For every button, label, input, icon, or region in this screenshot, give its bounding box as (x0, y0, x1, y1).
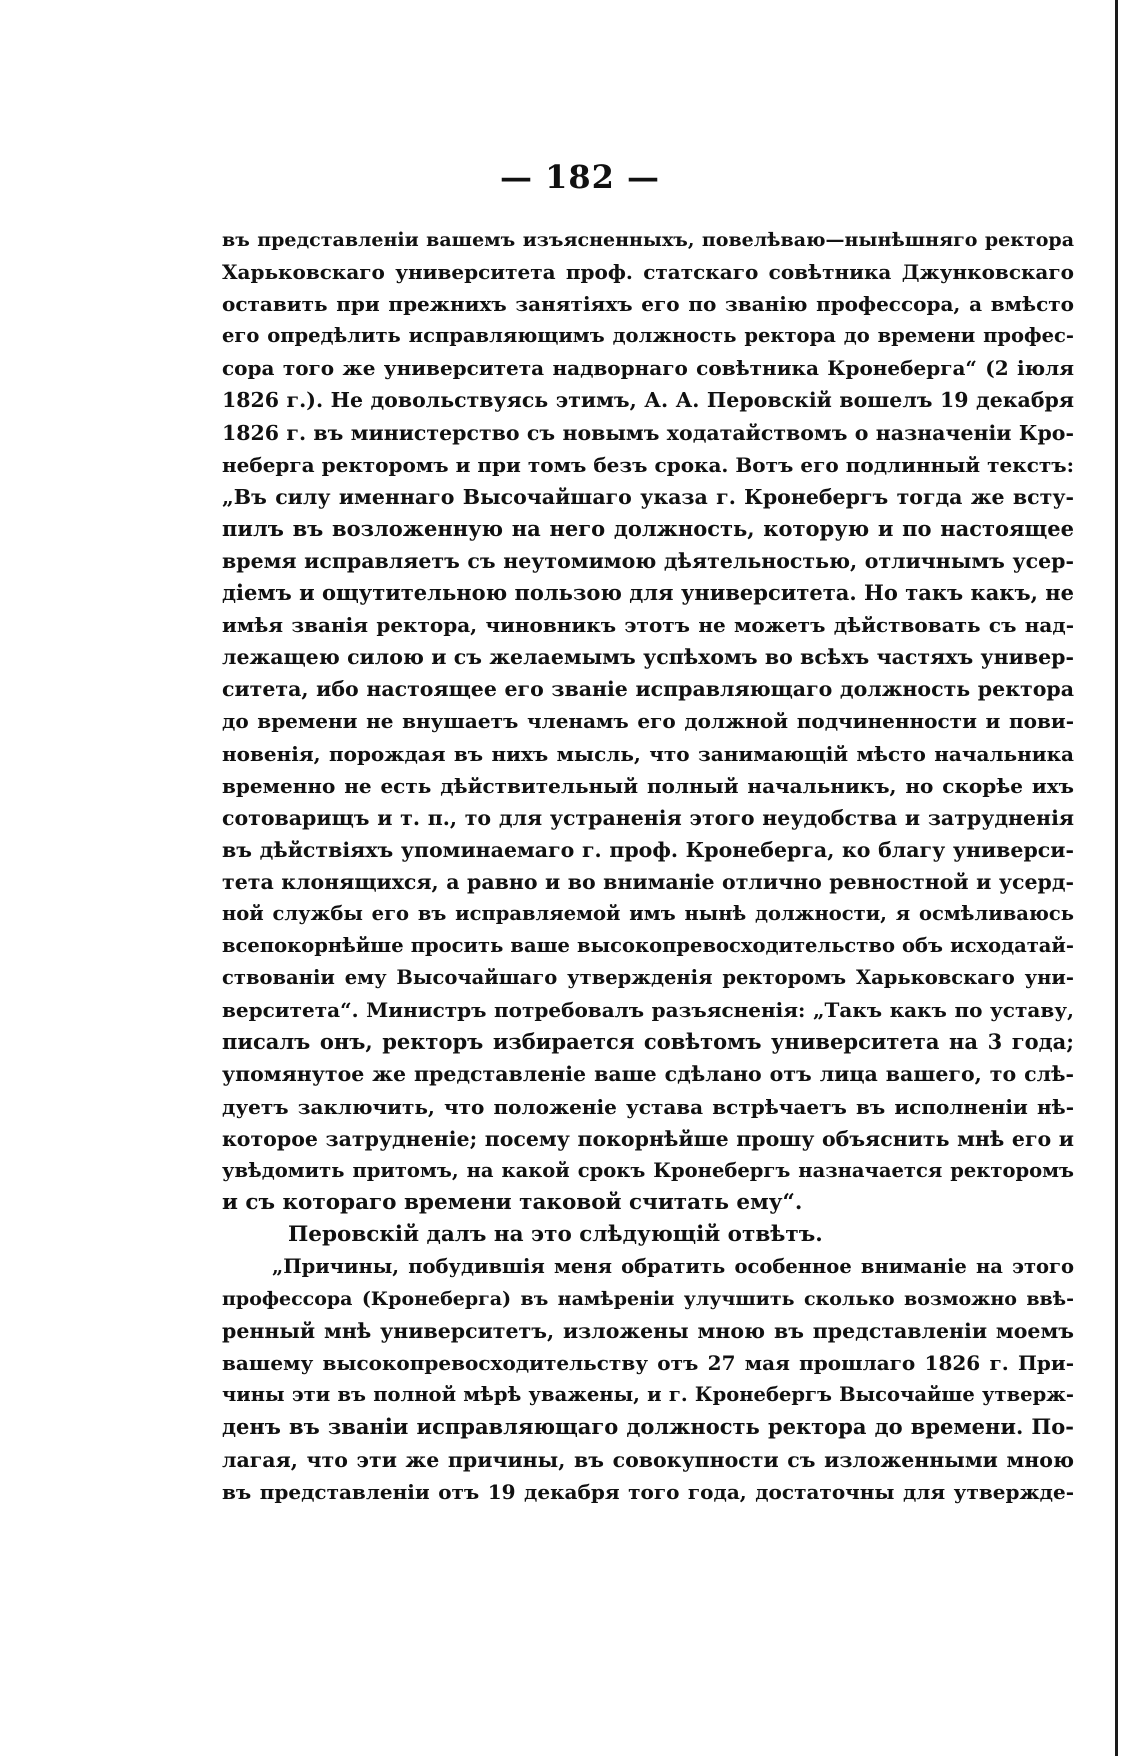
text-line: 1826 г. въ министерство съ новымъ ходатайствомъ о назначеніи Кро- (222, 420, 1074, 445)
text-line: сора того же университета надворнаго совѣтника Кронеберга“ (2 іюля (222, 356, 1074, 381)
text-line: ной службы его въ исправляемой имъ нынѣ должности, я осмѣливаюсь (222, 901, 1074, 925)
text-line: оставить при прежнихъ занятіяхъ его по званію профессора, а вмѣсто (222, 292, 1074, 317)
text-line: лагая, что эти же причины, въ совокупности съ изложенными мною (222, 1447, 1074, 1472)
text-line: и съ котораго времени таковой считать ему“. (222, 1189, 803, 1215)
text-line: 1826 г.). Не довольствуясь этимъ, А. А. Перовскій вошелъ 19 декабря (222, 388, 1074, 413)
text-line: въ представленіи вашемъ изъясненныхъ, повелѣваю—нынѣшняго ректора (222, 229, 1074, 251)
text-line: сотоварищъ и т. п., то для устраненія этого неудобства и затрудненія (222, 805, 1074, 830)
text-line: увѣдомить притомъ, на какой срокъ Кронебергъ назначается ректоромъ (222, 1158, 1074, 1182)
text-line: ренный мнѣ университетъ, изложены мною въ представленіи моемъ (222, 1319, 1074, 1344)
text-line: упомянутое же представленіе ваше сдѣлано отъ лица вашего, то слѣ- (222, 1062, 1074, 1087)
text-line: профессора (Кронеберга) въ намѣреніи улучшить сколько возможно ввѣ- (222, 1288, 1074, 1311)
page-number: — 182 — (499, 158, 661, 196)
text-line: новенія, порождая въ нихъ мысль, что занимающій мѣсто начальника (222, 741, 1074, 766)
text-line: вашему высокопревосходительству отъ 27 мая прошлаго 1826 г. При- (222, 1351, 1074, 1376)
text-line: „Въ силу именнаго Высочайшаго указа г. Кронебергъ тогда же всту- (222, 484, 1074, 509)
text-line: лежащею силою и съ желаемымъ успѣхомъ во всѣхъ частяхъ универ- (222, 645, 1074, 670)
text-line: неберга ректоромъ и при томъ безъ срока. Вотъ его подлинный текстъ: (222, 452, 1074, 477)
text-line: въ дѣйствіяхъ упоминаемаго г. проф. Кронеберга, ко благу универси- (222, 837, 1074, 862)
text-line: всепокорнѣйше просить ваше высокопревосходительство объ исходатай- (222, 934, 1074, 958)
text-line: денъ въ званіи исправляющаго должность ректора до времени. По- (222, 1414, 1074, 1440)
text-line: пилъ въ возложенную на него должность, которую и по настоящее (222, 515, 1074, 541)
text-line: время исправляетъ съ неутомимою дѣятельностью, отличнымъ усер- (222, 548, 1074, 573)
text-line: которое затрудненіе; посему покорнѣйше прошу объяснить мнѣ его и (222, 1126, 1074, 1151)
text-line: чины эти въ полной мѣрѣ уважены, и г. Кронебергъ Высочайше утверж- (222, 1383, 1074, 1407)
text-line: Перовскій далъ на это слѣдующій отвѣтъ. (288, 1221, 823, 1247)
text-line: верситета“. Министръ потребовалъ разъясненія: „Такъ какъ по уставу, (222, 998, 1074, 1023)
text-line: ствованіи ему Высочайшаго утвержденія ректоромъ Харьковскаго уни- (222, 966, 1074, 990)
text-line: дуетъ заключить, что положеніе устава встрѣчаетъ въ исполненіи нѣ- (222, 1094, 1074, 1119)
text-line: писалъ онъ, ректоръ избирается совѣтомъ университета на 3 года; (222, 1029, 1074, 1055)
text-line: его опредѣлить исправляющимъ должность ректора до времени профес- (222, 324, 1074, 348)
text-line: „Причины, побудившія меня обратить особенное вниманіе на этого (272, 1255, 1074, 1278)
text-line: тета клонящихся, а равно и во вниманіе отлично ревностной и усерд- (222, 869, 1074, 894)
body-text (222, 224, 1074, 1508)
text-line: временно не есть дѣйствительный полный начальникъ, но скорѣе ихъ (222, 773, 1074, 798)
text-line: до времени не внушаетъ членамъ его должной подчиненности и пови- (222, 709, 1074, 734)
text-line: Харьковскаго университета проф. статскаго совѣтника Джунковскаго (222, 260, 1074, 285)
text-line: діемъ и ощутительною пользою для университета. Но такъ какъ, не (222, 580, 1074, 606)
text-line: ситета, ибо настоящее его званіе исправляющаго должность ректора (222, 677, 1074, 702)
text-line: имѣя званія ректора, чиновникъ этотъ не можетъ дѣйствовать съ над- (222, 613, 1074, 638)
text-line: въ представленіи отъ 19 декабря того года, достаточны для утвержде- (222, 1479, 1074, 1504)
